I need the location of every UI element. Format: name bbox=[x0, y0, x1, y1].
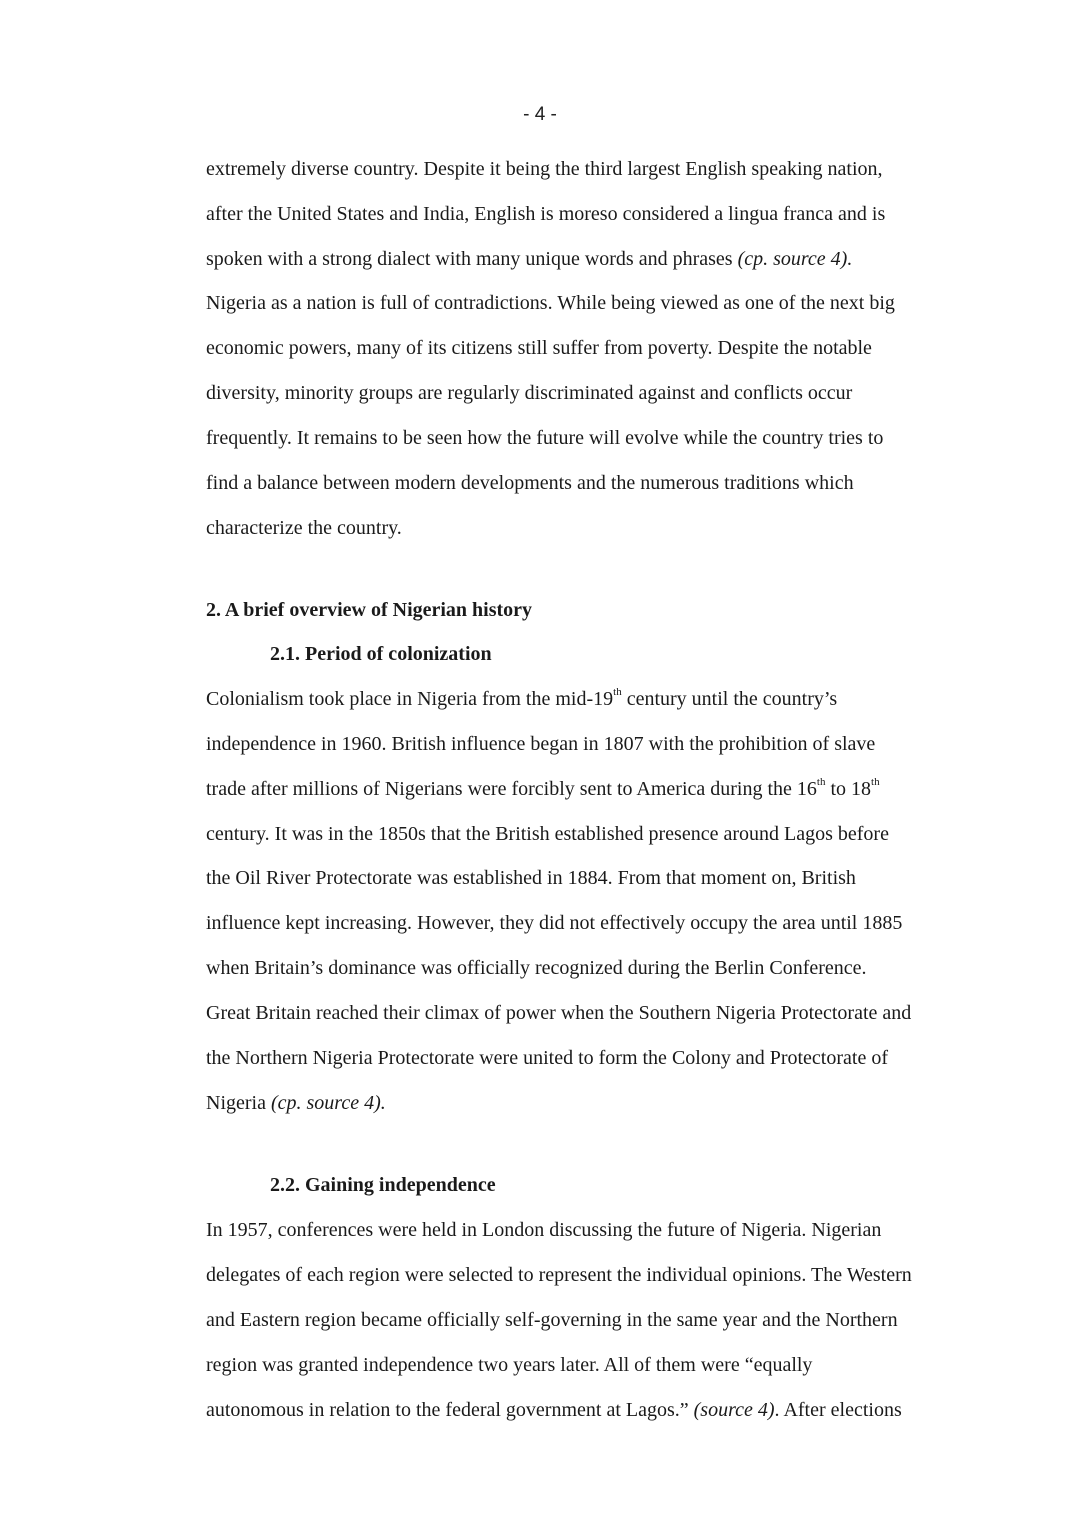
superscript: th bbox=[816, 776, 826, 789]
paragraph-line: when Britain’s dominance was officially recognized during the Berlin Conference. bbox=[206, 957, 867, 979]
line-text: Nigeria bbox=[206, 1092, 271, 1114]
paragraph-line: economic powers, many of its citizens still suffer from poverty. Despite the notable bbox=[206, 337, 872, 359]
line-text: spoken with a strong dialect with many unique words and phrases bbox=[206, 248, 738, 270]
paragraph-line: century. It was in the 1850s that the British established presence around Lagos before bbox=[206, 823, 889, 845]
citation: (cp. source 4). bbox=[270, 1092, 386, 1114]
line-text: autonomous in relation to the federal government at Lagos.” bbox=[206, 1399, 694, 1421]
paragraph-line: after the United States and India, English is moreso considered a lingua franca and is bbox=[206, 203, 886, 225]
paragraph-line bbox=[206, 1398, 902, 1422]
line-text: . After elections bbox=[774, 1399, 902, 1421]
citation: (source 4) bbox=[693, 1399, 775, 1421]
paragraph-line: the Oil River Protectorate was established in 1884. From that moment on, British bbox=[206, 867, 856, 889]
paragraph-line: Great Britain reached their climax of power when the Southern Nigeria Protectorate and bbox=[206, 1002, 912, 1024]
paragraph-line bbox=[206, 777, 880, 801]
paragraph-line bbox=[206, 1091, 386, 1115]
paragraph-line: region was granted independence two years later. All of them were “equally bbox=[206, 1354, 813, 1376]
paragraph-line: influence kept increasing. However, they did not effectively occupy the area until 1885 bbox=[206, 912, 903, 934]
citation: (cp. source 4). bbox=[737, 248, 853, 270]
paragraph-line: diversity, minority groups are regularly discriminated against and conflicts occur bbox=[206, 382, 853, 404]
paragraph-line: find a balance between modern developments and the numerous traditions which bbox=[206, 472, 854, 494]
page-number: - 4 - bbox=[523, 104, 557, 125]
paragraph-line bbox=[206, 247, 852, 271]
subsection-heading: 2.2. Gaining independence bbox=[270, 1174, 496, 1196]
paragraph-line: characterize the country. bbox=[206, 517, 402, 539]
paragraph-line bbox=[206, 687, 837, 711]
paragraph-line: independence in 1960. British influence began in 1807 with the prohibition of slave bbox=[206, 733, 876, 755]
line-text: to 18 bbox=[825, 778, 872, 800]
paragraph-line: frequently. It remains to be seen how the future will evolve while the country tries to bbox=[206, 427, 884, 449]
line-text: trade after millions of Nigerians were forcibly sent to America during the 16 bbox=[206, 778, 817, 800]
paragraph-line: and Eastern region became officially self-governing in the same year and the Northern bbox=[206, 1309, 898, 1331]
paragraph-line: the Northern Nigeria Protectorate were united to form the Colony and Protectorate of bbox=[206, 1047, 888, 1069]
paragraph-line: delegates of each region were selected to represent the individual opinions. The Western bbox=[206, 1264, 912, 1286]
subsection-heading: 2.1. Period of colonization bbox=[270, 643, 492, 665]
paragraph-line: Nigeria as a nation is full of contradictions. While being viewed as one of the next big bbox=[206, 292, 895, 314]
paragraph-line: extremely diverse country. Despite it being the third largest English speaking nation, bbox=[206, 158, 883, 180]
paragraph-line: In 1957, conferences were held in London discussing the future of Nigeria. Nigerian bbox=[206, 1219, 882, 1241]
line-text: century until the country’s bbox=[621, 688, 838, 710]
superscript: th bbox=[613, 686, 622, 699]
line-text: Colonialism took place in Nigeria from the mid-19 bbox=[206, 688, 614, 710]
section-heading: 2. A brief overview of Nigerian history bbox=[206, 599, 533, 621]
superscript: th bbox=[871, 776, 880, 789]
